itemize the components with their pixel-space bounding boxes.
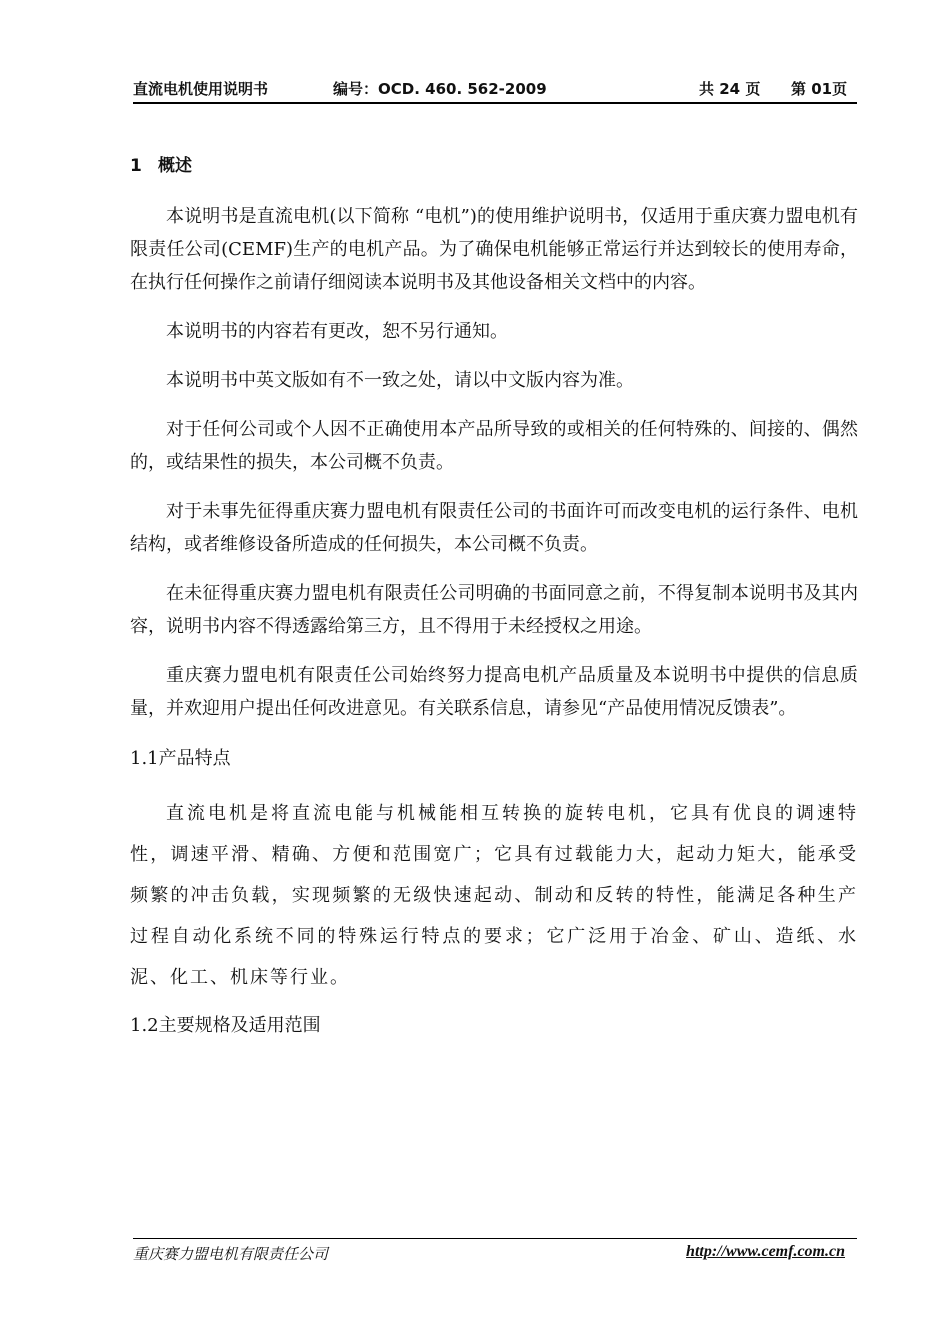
page-number: 第 01页 <box>791 80 848 98</box>
paragraph: 对于任何公司或个人因不正确使用本产品所导致的或相关的任何特殊的、间接的、偶然的，或结果性的损失，本公司概不负责。 <box>130 419 858 473</box>
paragraph: 在未征得重庆赛力盟电机有限责任公司明确的书面同意之前，不得复制本说明书及其内容，说明书内容不得透露给第三方，且不得用于未经授权之用途。 <box>130 583 858 637</box>
document-title: 直流电机使用说明书 <box>133 80 269 98</box>
document-code: 编号：OCD. 460. 562-2009 <box>333 80 547 98</box>
page-header <box>133 78 857 104</box>
paragraph: 重庆赛力盟电机有限责任公司始终努力提高电机产品质量及本说明书中提供的信息质量，并欢迎用户提出任何改进意见。有关联系信息，请参见“产品使用情况反馈表”。 <box>130 665 858 719</box>
page-footer <box>133 1238 857 1269</box>
footer-company: 重庆赛力盟电机有限责任公司 <box>133 1245 329 1263</box>
paragraph: 本说明书的内容若有更改，恕不另行通知。 <box>166 321 508 342</box>
subsection-heading-product-features: 1.1产品特点 <box>130 748 231 769</box>
section-heading <box>130 152 858 180</box>
section-title: 概述 <box>158 156 192 176</box>
total-pages: 共 24 页 <box>699 80 761 98</box>
paragraph: 本说明书是直流电机(以下简称 “电机”)的使用维护说明书，仅适用于重庆赛力盟电机有限责任公司(CEMF)生产的电机产品。为了确保电机能够正常运行并达到较长的使用寿命，在执行任何操作之前请仔细阅读本说明书及其他设备相关文档中的内容。 <box>130 206 858 293</box>
document-body <box>130 152 858 1060</box>
paragraph: 对于未事先征得重庆赛力盟电机有限责任公司的书面许可而改变电机的运行条件、电机结构，或者维修设备所造成的任何损失，本公司概不负责。 <box>130 501 858 555</box>
paragraph-product-features: 直流电机是将直流电能与机械能相互转换的旋转电机，它具有优良的调速特性，调速平滑、精确、方便和范围宽广；它具有过载能力大，起动力矩大，能承受频繁的冲击负载，实现频繁的无级快速起动、制动和反转的特性，能满足各种生产过程自动化系统不同的特殊运行特点的要求；它广泛用于冶金、矿山、造纸、水泥、化工、机床等行业。 <box>130 803 858 988</box>
paragraph: 本说明书中英文版如有不一致之处，请以中文版内容为准。 <box>166 370 634 391</box>
footer-url-link[interactable]: http://www.cemf.com.cn <box>686 1243 845 1260</box>
subsection-heading-specifications: 1.2主要规格及适用范围 <box>130 1015 321 1036</box>
section-number: 1 <box>130 156 142 176</box>
